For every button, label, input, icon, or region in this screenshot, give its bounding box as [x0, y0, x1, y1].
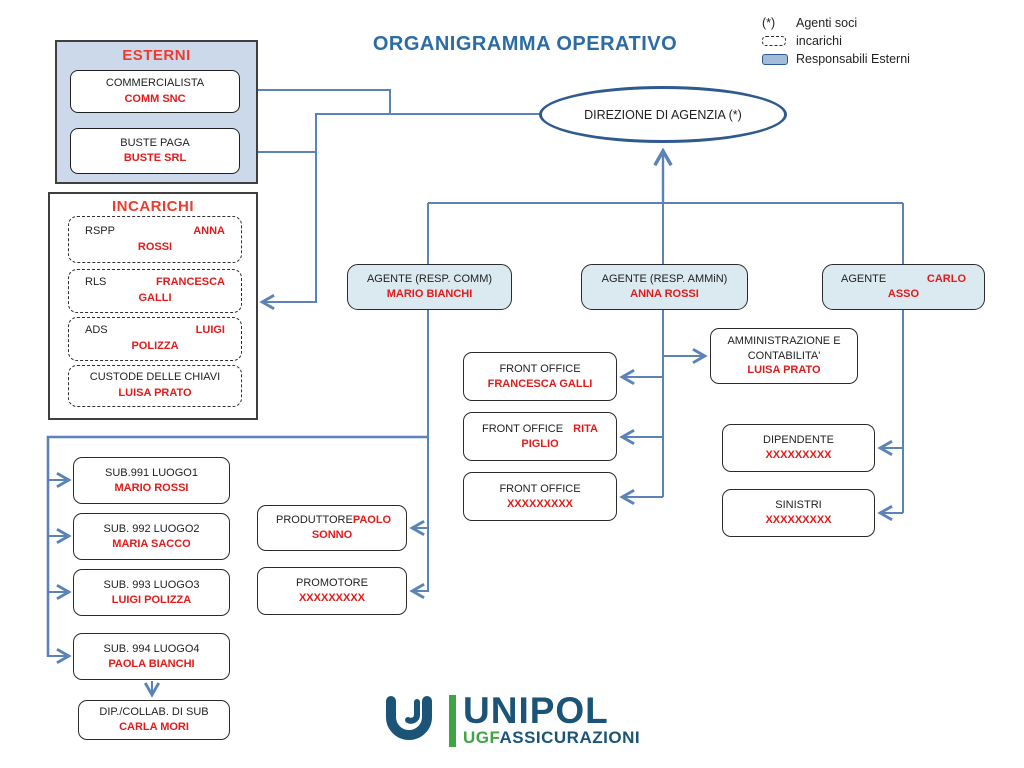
node-agente-carlo-asso[interactable]	[822, 264, 985, 310]
node-ads[interactable]	[68, 317, 242, 361]
node-role: RLS	[85, 276, 107, 289]
node-role: BUSTE PAGA	[120, 136, 190, 149]
node-name: BUSTE SRL	[123, 152, 187, 164]
node-custode-chiavi[interactable]	[68, 365, 242, 407]
node-name-part1: LUIGI	[195, 324, 225, 337]
node-produttore[interactable]	[257, 505, 407, 551]
node-name-part1: RITA	[573, 422, 598, 435]
logo-ugf-text: UGF	[463, 728, 500, 748]
node-role-line2: CONTABILITA'	[747, 349, 821, 362]
node-role: FRONT OFFICE	[499, 482, 581, 495]
legend-item-incarichi	[762, 32, 910, 50]
node-dipendente[interactable]	[722, 424, 875, 472]
node-agente-resp-ammin[interactable]	[581, 264, 748, 310]
node-name: MARIO BIANCHI	[386, 288, 473, 300]
node-role: AGENTE	[841, 273, 887, 286]
esterni-group	[55, 40, 258, 184]
unipol-logo	[383, 690, 641, 748]
node-role: CUSTODE DELLE CHIAVI	[89, 371, 221, 384]
node-amministrazione-contabilita[interactable]	[710, 328, 858, 384]
node-name: LUIGI POLIZZA	[111, 593, 192, 606]
node-name-part2: POLIZZA	[131, 340, 179, 352]
node-rls[interactable]	[68, 269, 242, 313]
node-front-office-1[interactable]	[463, 352, 617, 401]
node-sub-991[interactable]	[73, 457, 230, 504]
node-sub-994[interactable]	[73, 633, 230, 680]
node-name-part1: ANNA	[193, 224, 225, 237]
node-role: AGENTE (RESP. COMM)	[366, 273, 493, 286]
node-front-office-2[interactable]	[463, 412, 617, 461]
node-role: SUB. 993 LUOGO3	[103, 578, 200, 591]
unipol-mark-icon	[383, 693, 441, 747]
page-title: ORGANIGRAMMA OPERATIVO	[372, 33, 678, 55]
node-name: XXXXXXXXX	[506, 497, 574, 510]
node-role: PROMOTORE	[296, 577, 368, 590]
node-direzione-di-agenzia[interactable]	[539, 86, 787, 143]
node-role: FRONT OFFICE	[499, 362, 581, 375]
node-role: FRONT OFFICE	[482, 422, 564, 435]
node-name-part1: CARLO	[926, 273, 966, 286]
node-name: MARIO ROSSI	[114, 481, 189, 494]
node-name: XXXXXXXXX	[765, 514, 832, 526]
node-name: CARLA MORI	[119, 721, 189, 733]
legend	[762, 14, 910, 68]
node-commercialista[interactable]	[70, 70, 240, 113]
node-name: LUISA PRATO	[747, 364, 821, 377]
node-role: DIPENDENTE	[763, 434, 834, 447]
legend-label: Agenti soci	[796, 16, 858, 30]
logo-brand-text: UNIPOL	[463, 690, 609, 731]
node-name: COMM SNC	[124, 92, 186, 105]
node-promotore[interactable]	[257, 567, 407, 615]
node-role: SINISTRI	[775, 499, 822, 512]
node-role: PRODUTTORE	[276, 514, 353, 527]
node-role: ADS	[85, 324, 108, 337]
node-name: XXXXXXXXX	[298, 592, 366, 604]
node-name-part2: SONNO	[311, 529, 353, 541]
node-role: AGENTE (RESP. AMMiN)	[601, 273, 728, 286]
node-role: COMMERCIALISTA	[105, 77, 205, 90]
node-name-part1: FRANCESCA	[155, 276, 225, 289]
incarichi-group-title: INCARICHI	[112, 198, 194, 215]
node-name-part2: ROSSI	[137, 240, 173, 253]
legend-item-responsabili-esterni	[762, 50, 910, 68]
node-name: MARIA SACCO	[112, 537, 191, 550]
node-role: SUB. 992 LUOGO2	[103, 522, 200, 535]
node-sub-993[interactable]	[73, 569, 230, 616]
node-role: SUB. 994 LUOGO4	[103, 642, 200, 655]
node-name-part2: PIGLIO	[521, 437, 559, 450]
node-sub-992[interactable]	[73, 513, 230, 560]
node-name: FRANCESCA GALLI	[487, 377, 593, 390]
node-name: ANNA ROSSI	[630, 288, 699, 300]
node-name-part2: GALLI	[138, 292, 172, 304]
logo-assicurazioni-text: ASSICURAZIONI	[499, 728, 641, 748]
node-role: RSPP	[85, 224, 115, 237]
node-label: DIREZIONE DI AGENZIA (*)	[584, 107, 742, 122]
node-front-office-3[interactable]	[463, 472, 617, 521]
incarichi-group	[48, 192, 258, 420]
node-agente-resp-comm[interactable]	[347, 264, 512, 310]
legend-label: incarichi	[796, 34, 842, 48]
node-role: SUB.991 LUOGO1	[105, 466, 198, 479]
asterisk-symbol: (*)	[762, 16, 776, 30]
node-name-part1: PAOLO	[352, 514, 392, 527]
node-role-line1: AMMINISTRAZIONE E	[727, 334, 841, 347]
node-dip-collab-di-sub[interactable]	[78, 700, 230, 740]
node-name: LUISA PRATO	[118, 387, 192, 399]
node-name: PAOLA BIANCHI	[108, 657, 195, 670]
legend-label: Responsabili Esterni	[796, 52, 910, 66]
dashed-box-icon	[762, 36, 786, 46]
esterni-group-title: ESTERNI	[122, 47, 191, 64]
filled-box-icon	[762, 54, 788, 65]
legend-item-agenti-soci	[762, 14, 910, 32]
node-buste-paga[interactable]	[70, 128, 240, 174]
node-role: DIP./COLLAB. DI SUB	[99, 706, 209, 719]
node-name-part2: ASSO	[887, 288, 920, 300]
node-name: XXXXXXXXX	[765, 449, 832, 461]
node-rspp[interactable]	[68, 216, 242, 263]
logo-divider-bar	[449, 695, 456, 747]
node-sinistri[interactable]	[722, 489, 875, 537]
